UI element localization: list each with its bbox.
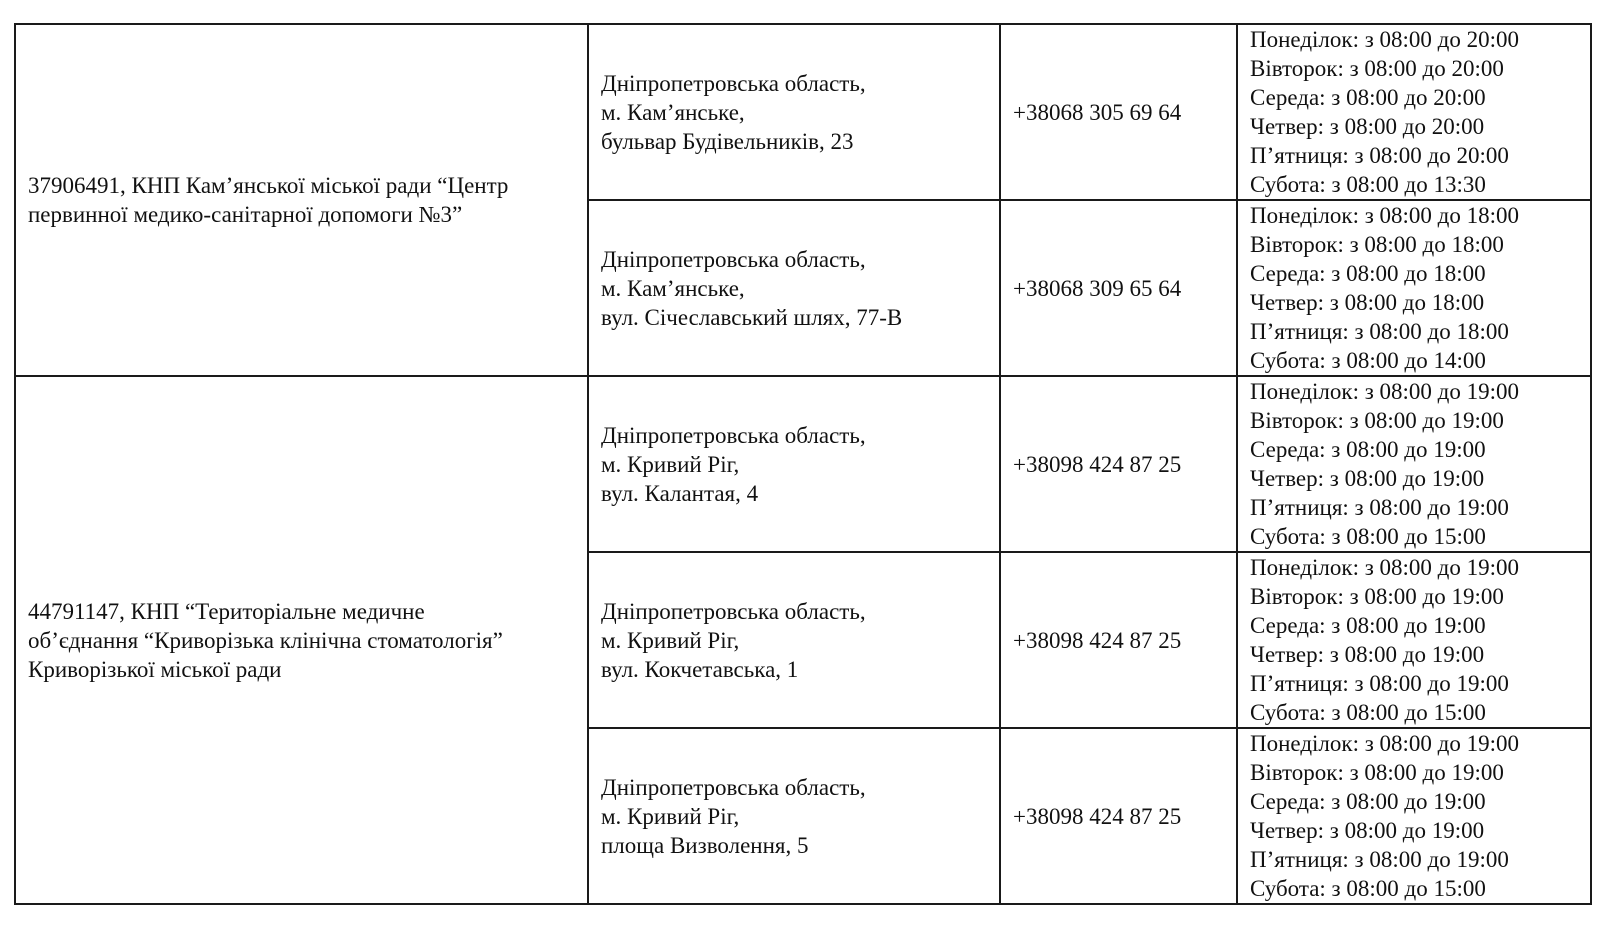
working-hours-line: Понеділок: з 08:00 до 20:00 <box>1250 27 1520 52</box>
address-cell <box>588 200 1000 376</box>
table-row <box>15 376 1591 552</box>
facilities-table <box>14 23 1592 905</box>
working-hours-line: Середа: з 08:00 до 19:00 <box>1250 437 1486 462</box>
address-cell <box>588 24 1000 200</box>
organization-name-line: об’єднання “Криворізька клінічна стоматологія” <box>28 627 503 653</box>
working-hours-line: Четвер: з 08:00 до 19:00 <box>1250 818 1485 843</box>
phone-cell <box>1000 552 1237 728</box>
address-line: вул. Калантая, 4 <box>601 480 759 506</box>
working-hours-line: Четвер: з 08:00 до 20:00 <box>1250 114 1485 139</box>
working-hours-line: Субота: з 08:00 до 15:00 <box>1250 876 1486 901</box>
working-hours-line: Четвер: з 08:00 до 18:00 <box>1250 290 1485 315</box>
phone-number: +38068 309 65 64 <box>1013 275 1182 301</box>
address-line: Дніпропетровська область, <box>601 70 866 96</box>
working-hours-line: П’ятниця: з 08:00 до 19:00 <box>1250 671 1509 696</box>
working-hours-line: Понеділок: з 08:00 до 19:00 <box>1250 731 1520 756</box>
address-cell <box>588 376 1000 552</box>
working-hours-line: Субота: з 08:00 до 15:00 <box>1250 700 1486 725</box>
organization-name-line: первинної медико-санітарної допомоги №3” <box>28 202 463 227</box>
address-line: м. Кривий Ріг, <box>601 451 740 477</box>
address-line: м. Кривий Ріг, <box>601 627 740 653</box>
working-hours-cell <box>1237 376 1591 552</box>
working-hours-line: Субота: з 08:00 до 15:00 <box>1250 524 1486 549</box>
working-hours-line: Вівторок: з 08:00 до 19:00 <box>1250 408 1504 433</box>
address-cell <box>588 552 1000 728</box>
table-row <box>15 24 1591 200</box>
working-hours-line: П’ятниця: з 08:00 до 19:00 <box>1250 847 1509 872</box>
working-hours-line: Субота: з 08:00 до 13:30 <box>1250 172 1486 197</box>
address-line: вул. Кокчетавська, 1 <box>601 656 799 682</box>
working-hours-line: П’ятниця: з 08:00 до 20:00 <box>1250 143 1509 168</box>
working-hours-cell <box>1237 728 1591 904</box>
phone-cell <box>1000 376 1237 552</box>
working-hours-cell <box>1237 24 1591 200</box>
working-hours-line: Вівторок: з 08:00 до 19:00 <box>1250 760 1504 785</box>
phone-cell <box>1000 200 1237 376</box>
address-line: Дніпропетровська область, <box>601 598 866 624</box>
phone-number: +38098 424 87 25 <box>1013 803 1182 829</box>
working-hours-line: Субота: з 08:00 до 14:00 <box>1250 348 1486 373</box>
working-hours-line: Понеділок: з 08:00 до 19:00 <box>1250 555 1520 580</box>
working-hours-line: Середа: з 08:00 до 19:00 <box>1250 789 1486 814</box>
phone-number: +38068 305 69 64 <box>1013 99 1182 125</box>
organization-name-line: Криворізької міської ради <box>28 656 282 682</box>
working-hours-line: Вівторок: з 08:00 до 18:00 <box>1250 232 1504 257</box>
working-hours-line: Понеділок: з 08:00 до 19:00 <box>1250 379 1520 404</box>
working-hours-cell <box>1237 200 1591 376</box>
organization-name-line: 44791147, КНП “Територіальне медичне <box>28 598 425 624</box>
working-hours-line: Понеділок: з 08:00 до 18:00 <box>1250 203 1520 228</box>
working-hours-line: Середа: з 08:00 до 18:00 <box>1250 261 1486 286</box>
working-hours-line: Вівторок: з 08:00 до 20:00 <box>1250 56 1504 81</box>
organization-cell <box>15 24 588 376</box>
working-hours-line: П’ятниця: з 08:00 до 19:00 <box>1250 495 1509 520</box>
working-hours-line: Середа: з 08:00 до 19:00 <box>1250 613 1486 638</box>
working-hours-line: Четвер: з 08:00 до 19:00 <box>1250 642 1485 667</box>
working-hours-line: П’ятниця: з 08:00 до 18:00 <box>1250 319 1509 344</box>
organization-name-line: 37906491, КНП Кам’янської міської ради “Центр <box>28 173 509 198</box>
working-hours-line: Середа: з 08:00 до 20:00 <box>1250 85 1486 110</box>
address-line: Дніпропетровська область, <box>601 774 866 800</box>
address-line: м. Кривий Ріг, <box>601 803 740 829</box>
working-hours-cell <box>1237 552 1591 728</box>
facilities-table-body <box>15 24 1591 904</box>
address-line: площа Визволення, 5 <box>601 832 809 858</box>
address-line: Дніпропетровська область, <box>601 246 866 272</box>
working-hours-line: Четвер: з 08:00 до 19:00 <box>1250 466 1485 491</box>
address-line: м. Кам’янське, <box>601 99 745 125</box>
phone-number: +38098 424 87 25 <box>1013 627 1182 653</box>
organization-cell <box>15 376 588 904</box>
phone-number: +38098 424 87 25 <box>1013 451 1182 477</box>
phone-cell <box>1000 24 1237 200</box>
phone-cell <box>1000 728 1237 904</box>
address-line: Дніпропетровська область, <box>601 422 866 448</box>
address-line: вул. Січеславський шлях, 77-В <box>601 304 903 330</box>
working-hours-line: Вівторок: з 08:00 до 19:00 <box>1250 584 1504 609</box>
address-line: бульвар Будівельників, 23 <box>601 128 854 154</box>
address-line: м. Кам’янське, <box>601 275 745 301</box>
address-cell <box>588 728 1000 904</box>
